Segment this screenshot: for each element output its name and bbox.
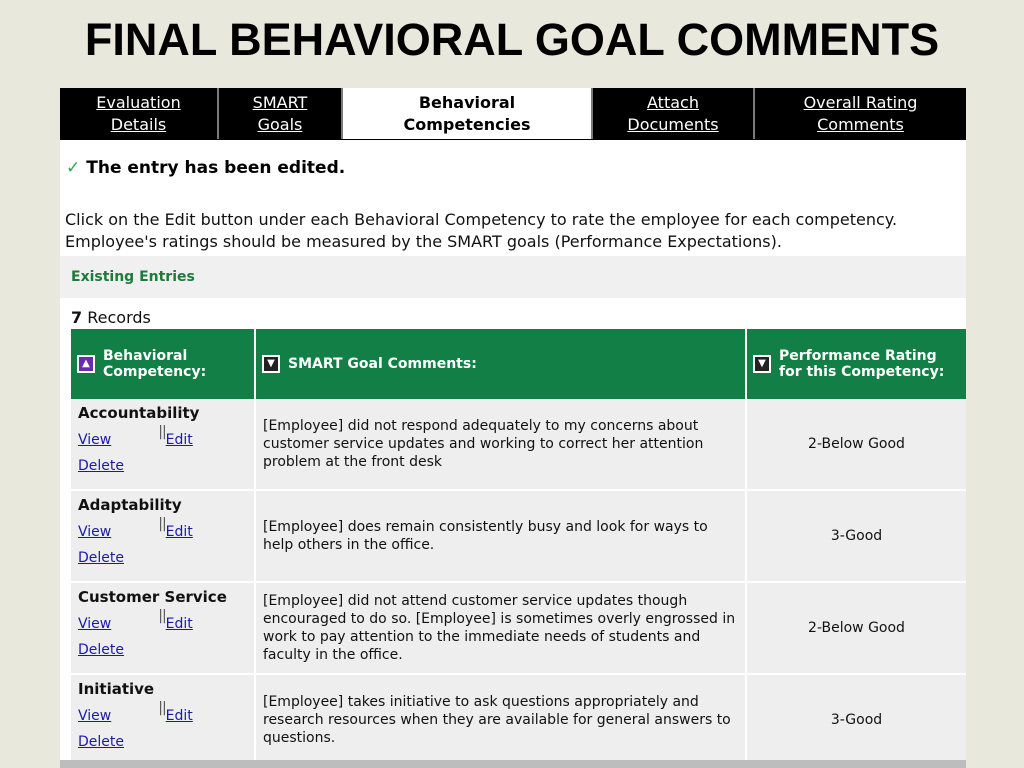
edit-link[interactable]: Edit xyxy=(165,616,193,632)
records-label: Records xyxy=(87,308,151,327)
separator: || xyxy=(158,516,166,532)
column-header-comments[interactable] xyxy=(255,329,746,399)
view-link[interactable]: View xyxy=(78,616,112,632)
column-header-competency[interactable] xyxy=(71,329,255,399)
tab-smart-goals[interactable] xyxy=(219,88,343,139)
competency-table xyxy=(71,329,966,767)
tab-evaluation-details[interactable] xyxy=(60,88,219,139)
table-row xyxy=(71,490,966,582)
competency-name: Adaptability xyxy=(78,496,182,514)
instructions-line-1: Click on the Edit button under each Behavioral Competency to rate the employee for each competency. xyxy=(65,210,898,229)
tab-label: Evaluation Details xyxy=(96,92,181,134)
sort-descending-icon[interactable]: ▼ xyxy=(262,355,280,373)
view-link[interactable]: View xyxy=(78,432,112,448)
edit-link[interactable]: Edit xyxy=(165,432,193,448)
tab-attach-documents[interactable] xyxy=(593,88,755,139)
evaluation-panel xyxy=(60,88,966,768)
column-header-label: Behavioral Competency: xyxy=(103,348,207,380)
existing-entries-heading: Existing Entries xyxy=(60,256,966,298)
instructions xyxy=(65,209,966,253)
edit-link[interactable]: Edit xyxy=(165,708,193,724)
competency-name: Accountability xyxy=(78,404,200,422)
rating-value: 3-Good xyxy=(746,674,966,766)
tab-label: Overall Rating Comments xyxy=(803,92,918,134)
column-header-label: Performance Rating for this Competency: xyxy=(779,348,945,380)
check-icon: ✓ xyxy=(66,158,81,178)
edit-link[interactable]: Edit xyxy=(165,524,193,540)
rating-value: 2-Below Good xyxy=(746,582,966,674)
instructions-line-2: Employee's ratings should be measured by the SMART goals (Performance Expectations). xyxy=(65,232,782,251)
table-row xyxy=(71,582,966,674)
column-header-rating[interactable] xyxy=(746,329,966,399)
delete-link[interactable]: Delete xyxy=(78,458,124,474)
success-message xyxy=(66,158,345,178)
delete-link[interactable]: Delete xyxy=(78,734,124,750)
delete-link[interactable]: Delete xyxy=(78,642,124,658)
tab-behavioral-competencies[interactable] xyxy=(343,88,593,139)
tab-label: Attach Documents xyxy=(627,92,719,134)
records-number: 7 xyxy=(71,308,83,327)
column-header-label: SMART Goal Comments: xyxy=(288,356,477,372)
tab-bar xyxy=(60,88,966,140)
goal-comment: [Employee] does remain consistently busy and look for ways to help others in the office. xyxy=(263,519,708,553)
competency-name: Initiative xyxy=(78,680,155,698)
sort-descending-icon[interactable]: ▼ xyxy=(753,355,771,373)
goal-comment: [Employee] did not respond adequately to my concerns about customer service updates and working to correct her attention problem at the front desk xyxy=(263,418,704,470)
separator: || xyxy=(158,700,166,716)
goal-comment: [Employee] did not attend customer service updates though encouraged to do so. [Employee] is sometimes overly engrossed in work to pay attention to the immediate needs of students and faculty in the office. xyxy=(263,593,736,663)
rating-value: 3-Good xyxy=(746,490,966,582)
view-link[interactable]: View xyxy=(78,524,112,540)
rating-value: 2-Below Good xyxy=(746,399,966,490)
competency-name: Customer Service xyxy=(78,588,227,606)
tab-overall-rating-comments[interactable] xyxy=(755,88,966,139)
scroll-divider xyxy=(60,760,966,768)
table-row xyxy=(71,399,966,490)
tab-label: Behavioral Competencies xyxy=(403,92,531,134)
separator: || xyxy=(158,424,166,440)
tab-label: SMART Goals xyxy=(252,92,308,134)
delete-link[interactable]: Delete xyxy=(78,550,124,566)
separator: || xyxy=(158,608,166,624)
slide-title: FINAL BEHAVIORAL GOAL COMMENTS xyxy=(84,14,940,65)
sort-ascending-icon[interactable]: ▲ xyxy=(77,355,95,373)
goal-comment: [Employee] takes initiative to ask questions appropriately and research resources when they are available for general answers to questions. xyxy=(263,694,731,746)
records-count xyxy=(71,308,151,327)
success-text: The entry has been edited. xyxy=(86,158,346,178)
view-link[interactable]: View xyxy=(78,708,112,724)
table-row xyxy=(71,674,966,766)
